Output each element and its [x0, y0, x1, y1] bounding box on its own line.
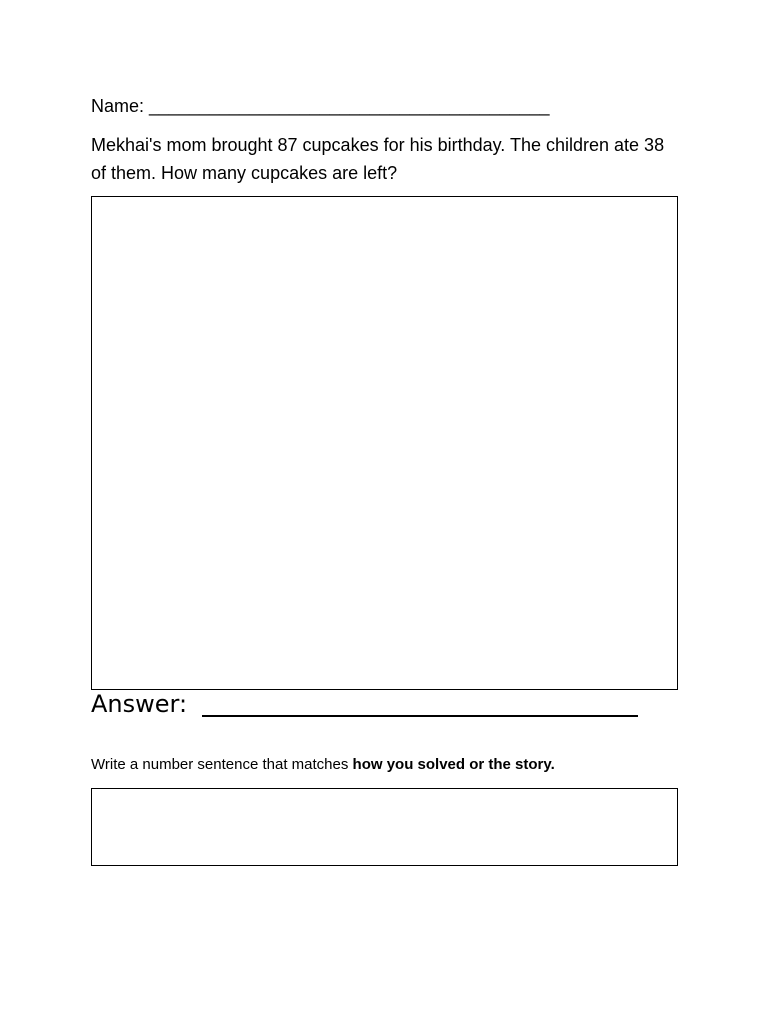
name-blank[interactable]: ________________________________________	[149, 96, 550, 116]
name-label: Name:	[91, 96, 150, 116]
answer-blank-line[interactable]	[202, 715, 638, 717]
instruction-bold-text: how you solved or the story.	[352, 756, 555, 773]
name-line	[91, 95, 549, 117]
instruction-text: Write a number sentence that matches	[91, 756, 353, 773]
number-sentence-instruction	[91, 755, 555, 775]
answer-label: Answer:	[91, 690, 188, 718]
work-area-box[interactable]	[91, 196, 678, 690]
number-sentence-box[interactable]	[91, 788, 678, 866]
answer-row	[91, 688, 651, 722]
word-problem: Mekhai's mom brought 87 cupcakes for his birthday. The children ate 38 of them. How many cupcakes are left?	[91, 135, 665, 183]
